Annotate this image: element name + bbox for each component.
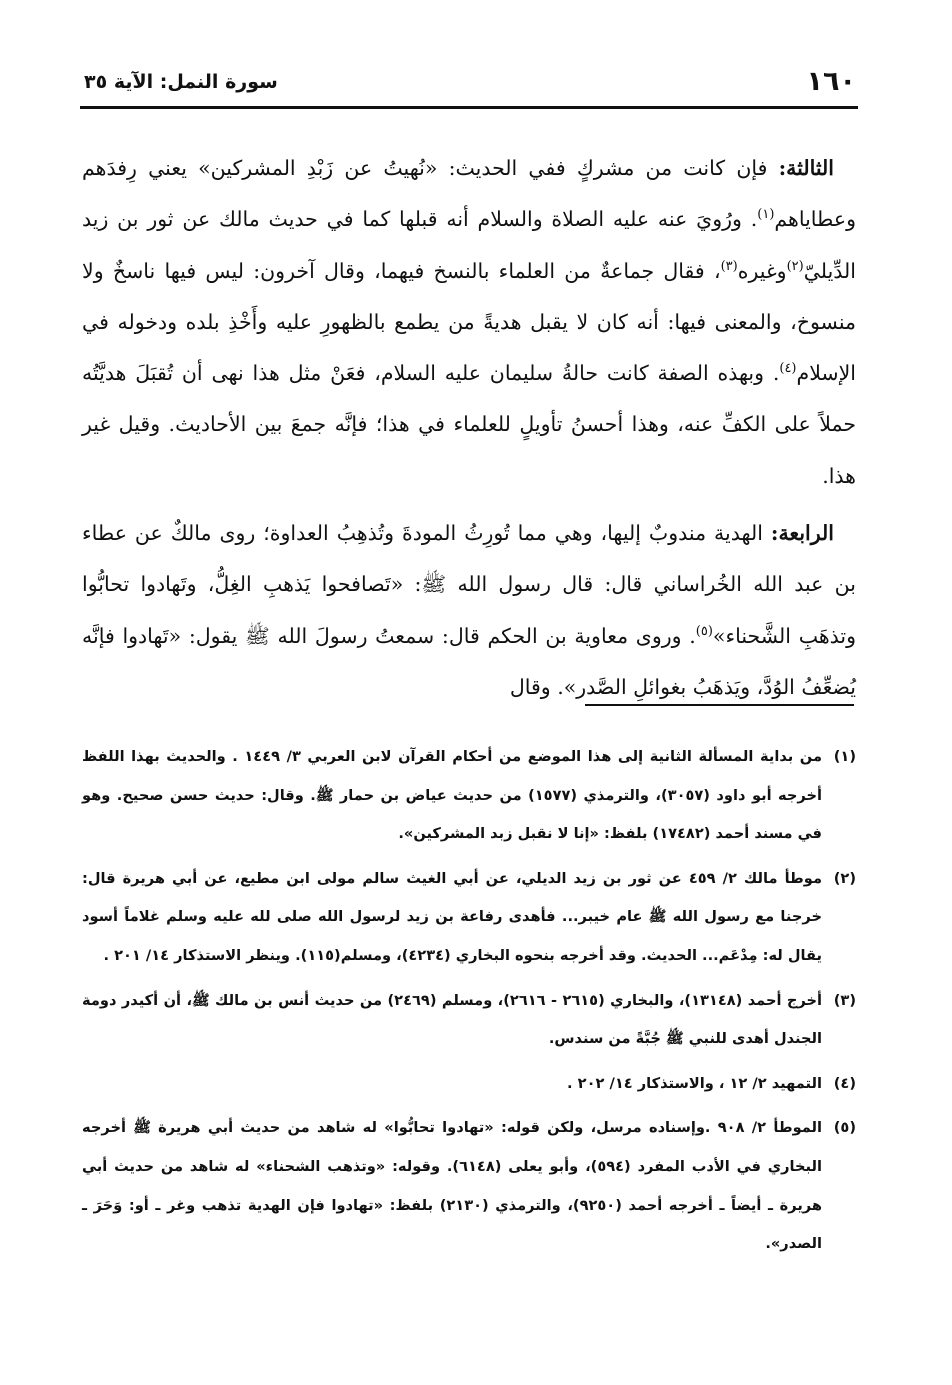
footnotes (82, 738, 856, 1270)
main-text (82, 143, 856, 719)
paragraph-fourth (82, 508, 856, 713)
paragraph-text: وغيره (737, 258, 787, 283)
footnote-number: (٢) (833, 869, 856, 887)
header-rule (80, 106, 858, 109)
footnote-text: التمهيد ٢/ ١٢ ، والاستذكار ١٤/ ٢٠٢ . (567, 1074, 822, 1092)
footnote-number: (١) (833, 748, 856, 765)
footnote-number: (٣) (833, 991, 856, 1009)
running-title: سورة النمل: الآية ٣٥ (84, 71, 278, 93)
paragraph-text: . وبهذه الصفة كانت حالةُ سليمان عليه السلام، فعَنْ مثل هذا نهى أن تُقبَلَ هديَّتُه حملاً على الكفِّ عنه، وهذا أحسنُ تأويلٍ للعلماء في هذا؛ فإنَّه جمعَ بين الأحاديث. وقيل غير هذا. (82, 361, 856, 488)
paragraph-text: الهدية مندوبٌ إليها، وهي مما تُورِثُ المودةَ وتُذهِبُ العداوة؛ روى مالكٌ عن عطاء بن عبد الله الخُراساني قال: قال رسول الله ﷺ: «تَصافحوا يَذهبِ الغِلُّ، وتَهادوا تحابُّوا وتذهَبِ الشَّحناء» (82, 521, 856, 648)
footnote-text: من بداية المسألة الثانية إلى هذا الموضع من أحكام القرآن لابن العربي ٣/ ١٤٤٩ . والحديث بهذا اللفظ أخرجه أبو داود (٣٠٥٧)، والترمذي (١٥٧٧) من حديث عياض بن حمار ﷺ. وقال: حديث حسن صحيح. وهو في مسند أحمد (١٧٤٨٢) بلفظ: «إنا لا نقبل زبد المشركين». (82, 748, 823, 843)
paragraph-text: فإن كانت من مشركٍ ففي الحديث: «نُهيتُ عن زَبْدِ المشركين» يعني رِفدَهم وعطاياهم (82, 156, 856, 232)
footnote-ref: (٥) (695, 623, 713, 639)
footnote-item (82, 738, 856, 854)
footnote-number: (٥) (833, 1119, 856, 1137)
paragraph-term: الثالثة: (778, 156, 834, 180)
footnote-ref: (٤) (779, 361, 797, 377)
footnote-ref: (١) (757, 207, 775, 223)
footnote-ref: (٢) (786, 258, 804, 274)
footnote-text: موطأ مالك ٢/ ٤٥٩ عن ثور بن زيد الديلي، عن أبي الغيث سالم مولى ابن مطيع، عن أبي هريرة قال: خرجنا مع رسول الله ﷺ عام خيبر... فأهدى رفاعة بن زيد لرسول الله صلى لله عليه وسلم غلاماً أسود يقال له: مِدْعَم... الحديث. وقد أخرجه بنحوه البخاري (٤٢٣٤)، ومسلم(١١٥). وينظر الاستذكار ١٤/ ٢٠١ . (82, 869, 822, 964)
footnote-text: الموطأ ٢/ ٩٠٨ .وإسناده مرسل، ولكن قوله: «تهادوا تحابُّوا» له شاهد من حديث أبي هريرة ﷺ أخرجه البخاري في الأدب المفرد (٥٩٤)، وأبو يعلى (٦١٤٨). وقوله: «وتذهب الشحناء» له شاهد من حديث أبي هريرة ـ أيضاً ـ أخرجه أحمد (٩٢٥٠)، والترمذي (٢١٣٠) بلفظ: «تهادوا فإن الهدية تذهب وغر ـ أو: وَحَرَ ـ الصدر». (82, 1119, 822, 1253)
paragraph-text: . وروى معاوية بن الحكم قال: سمعتُ رسولَ الله ﷺ يقول: «تَهادوا فإنَّه يُضعِّفُ الوُدَّ، ويَذهَبُ بغوائلِ الصَّدر». وقال (82, 623, 856, 699)
footnote-separator (585, 704, 854, 706)
footnote-text: أخرج أحمد (١٣١٤٨)، والبخاري (٢٦١٥ - ٢٦١٦)، ومسلم (٢٤٦٩) من حديث أنس بن مالك ﷺ، أن أكيدر دومة الجندل أهدى للنبي ﷺ جُبَّةً من سندس. (82, 991, 823, 1048)
footnote-item (82, 1109, 856, 1263)
footnote-ref: (٣) (720, 258, 738, 274)
footnote-item (82, 982, 856, 1059)
footnote-item (82, 1065, 856, 1104)
paragraph-third (82, 143, 856, 502)
paragraph-text: ، فقال جماعةٌ من العلماء بالنسخ فيهما، وقال آخرون: ليس فيها ناسخٌ ولا منسوخ، والمعنى فيها: أنه كان لا يقبل هديةً من يطمع بالظهورِ عليه وأَخْذِ بلده ودخوله في الإسلام (82, 258, 856, 386)
page-header (84, 62, 856, 102)
page-number: ١٦٠ (806, 66, 856, 97)
paragraph-term: الرابعة: (770, 521, 834, 546)
paragraph-text: . ورُويَ عنه عليه الصلاة والسلام أنه قبلها كما في حديث مالك عن ثور بن زيد الدِّيليّ (82, 207, 856, 283)
footnote-number: (٤) (833, 1074, 856, 1092)
footnote-item (82, 860, 856, 976)
